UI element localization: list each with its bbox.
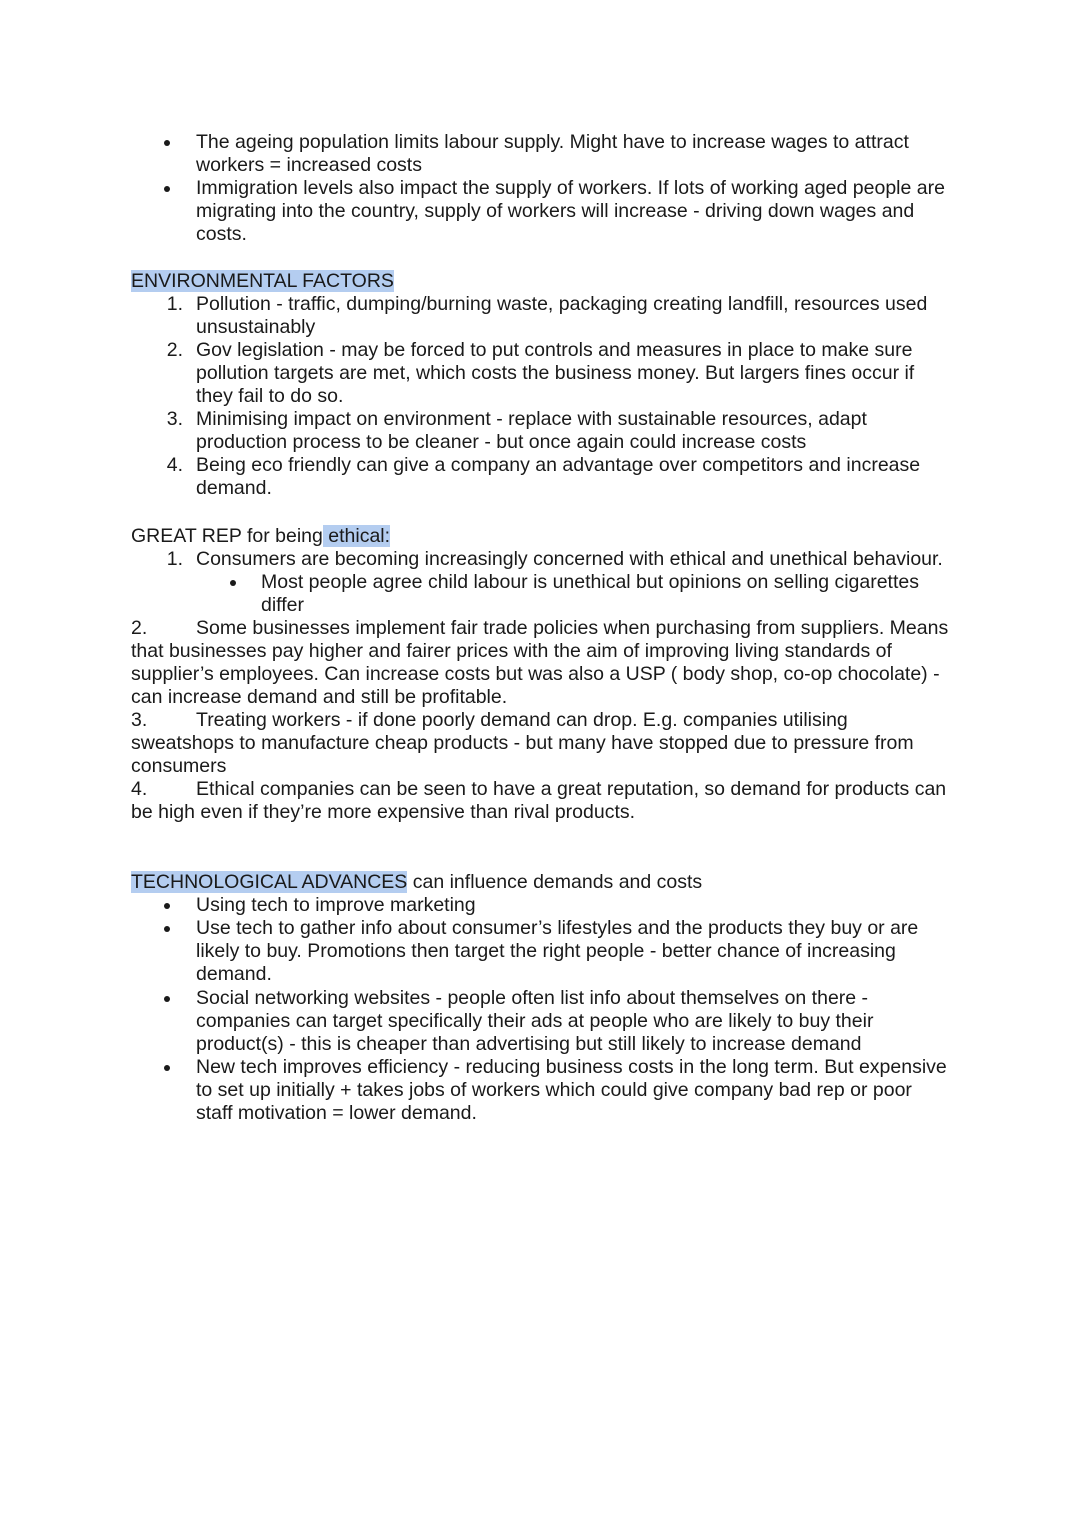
item-number: 1. xyxy=(166,548,183,570)
bullet-icon xyxy=(164,996,170,1002)
bullet-icon xyxy=(230,580,236,586)
bullet-icon xyxy=(164,926,170,932)
item-number: 3. xyxy=(166,408,183,430)
section-heading xyxy=(131,525,951,548)
intro-bullet-list xyxy=(131,131,951,246)
list-item-text: New tech improves efficiency - reducing business costs in the long term. But expensive to set up initially + takes jobs of workers which could give company bad rep or poor staff motivation = lower demand. xyxy=(196,1056,947,1124)
list-item xyxy=(131,917,951,986)
list-item xyxy=(131,177,951,246)
item-text: Being eco friendly can give a company an advantage over competitors and increase demand. xyxy=(196,454,921,499)
list-item xyxy=(131,987,951,1056)
paragraph-number: 2. xyxy=(131,617,148,639)
sub-item-text: Most people agree child labour is unethical but opinions on selling cigarettes differ xyxy=(261,571,919,616)
section-heading xyxy=(131,270,951,293)
ethical-heading-highlight: ethical: xyxy=(322,525,391,547)
paragraph-text: Ethical companies can be seen to have a great reputation, so demand for products can be high even if they’re more expensive than rival products. xyxy=(131,778,947,823)
section-heading xyxy=(131,871,951,894)
item-number: 1. xyxy=(166,293,183,315)
list-item-text: Use tech to gather info about consumer’s lifestyles and the products they buy or are likely to buy. Promotions then target the right people - better chance of increasing demand. xyxy=(196,917,919,985)
item-text: Gov legislation - may be forced to put controls and measures in place to make sure pollution targets are met, which costs the business money. But largers fines occur if they fail to do so. xyxy=(196,339,915,407)
paragraph-number: 3. xyxy=(131,709,148,731)
list-item xyxy=(131,1056,951,1125)
bullet-icon xyxy=(164,140,170,146)
list-item-text: Social networking websites - people often list info about themselves on there - companies can target specifically their ads at people who are likely to buy their product(s) - this is cheaper than advertising but still likely to increase demand xyxy=(196,987,874,1055)
list-item-text: The ageing population limits labour supply. Might have to increase wages to attract workers = increased costs xyxy=(196,131,909,176)
numbered-item xyxy=(131,548,951,571)
environmental-section xyxy=(131,270,951,500)
environmental-heading: ENVIRONMENTAL FACTORS xyxy=(131,270,394,292)
numbered-item xyxy=(131,454,951,500)
list-item xyxy=(131,131,951,177)
ethical-heading-plain: GREAT REP for being xyxy=(131,525,323,547)
item-text: Pollution - traffic, dumping/burning waste, packaging creating landfill, resources used unsustainably xyxy=(196,293,928,338)
numbered-item xyxy=(131,339,951,408)
numbered-paragraph xyxy=(131,709,951,778)
list-item-text: Immigration levels also impact the supply of workers. If lots of working aged people are migrating into the country, supply of workers will increase - driving down wages and costs. xyxy=(196,177,945,245)
item-number: 2. xyxy=(166,339,183,361)
numbered-paragraph xyxy=(131,617,951,709)
bullet-icon xyxy=(164,903,170,909)
ethical-section xyxy=(131,525,951,824)
numbered-item xyxy=(131,408,951,454)
sub-list-item xyxy=(131,571,951,617)
technological-heading-rest: can influence demands and costs xyxy=(407,871,703,893)
technological-section xyxy=(131,871,951,1125)
numbered-paragraph xyxy=(131,778,951,824)
bullet-icon xyxy=(164,1065,170,1071)
list-item xyxy=(131,894,951,917)
numbered-item xyxy=(131,293,951,339)
paragraph-text: Some businesses implement fair trade policies when purchasing from suppliers. Means that businesses pay higher and fairer prices with the aim of improving living standards of supplier’s employees. Can increase costs but was also a USP ( body shop, co-op chocolate) - can increase demand and still be profitable. xyxy=(131,617,949,708)
paragraph-text: Treating workers - if done poorly demand can drop. E.g. companies utilising sweatshops to manufacture cheap products - but many have stopped due to pressure from consumers xyxy=(131,709,914,777)
item-text: Consumers are becoming increasingly concerned with ethical and unethical behaviour. xyxy=(196,548,943,570)
item-number: 4. xyxy=(166,454,183,476)
bullet-icon xyxy=(164,186,170,192)
technological-heading-highlight: TECHNOLOGICAL ADVANCES xyxy=(131,871,408,893)
paragraph-number: 4. xyxy=(131,778,148,800)
list-item-text: Using tech to improve marketing xyxy=(196,894,476,916)
item-text: Minimising impact on environment - replace with sustainable resources, adapt production process to be cleaner - but once again could increase costs xyxy=(196,408,867,453)
